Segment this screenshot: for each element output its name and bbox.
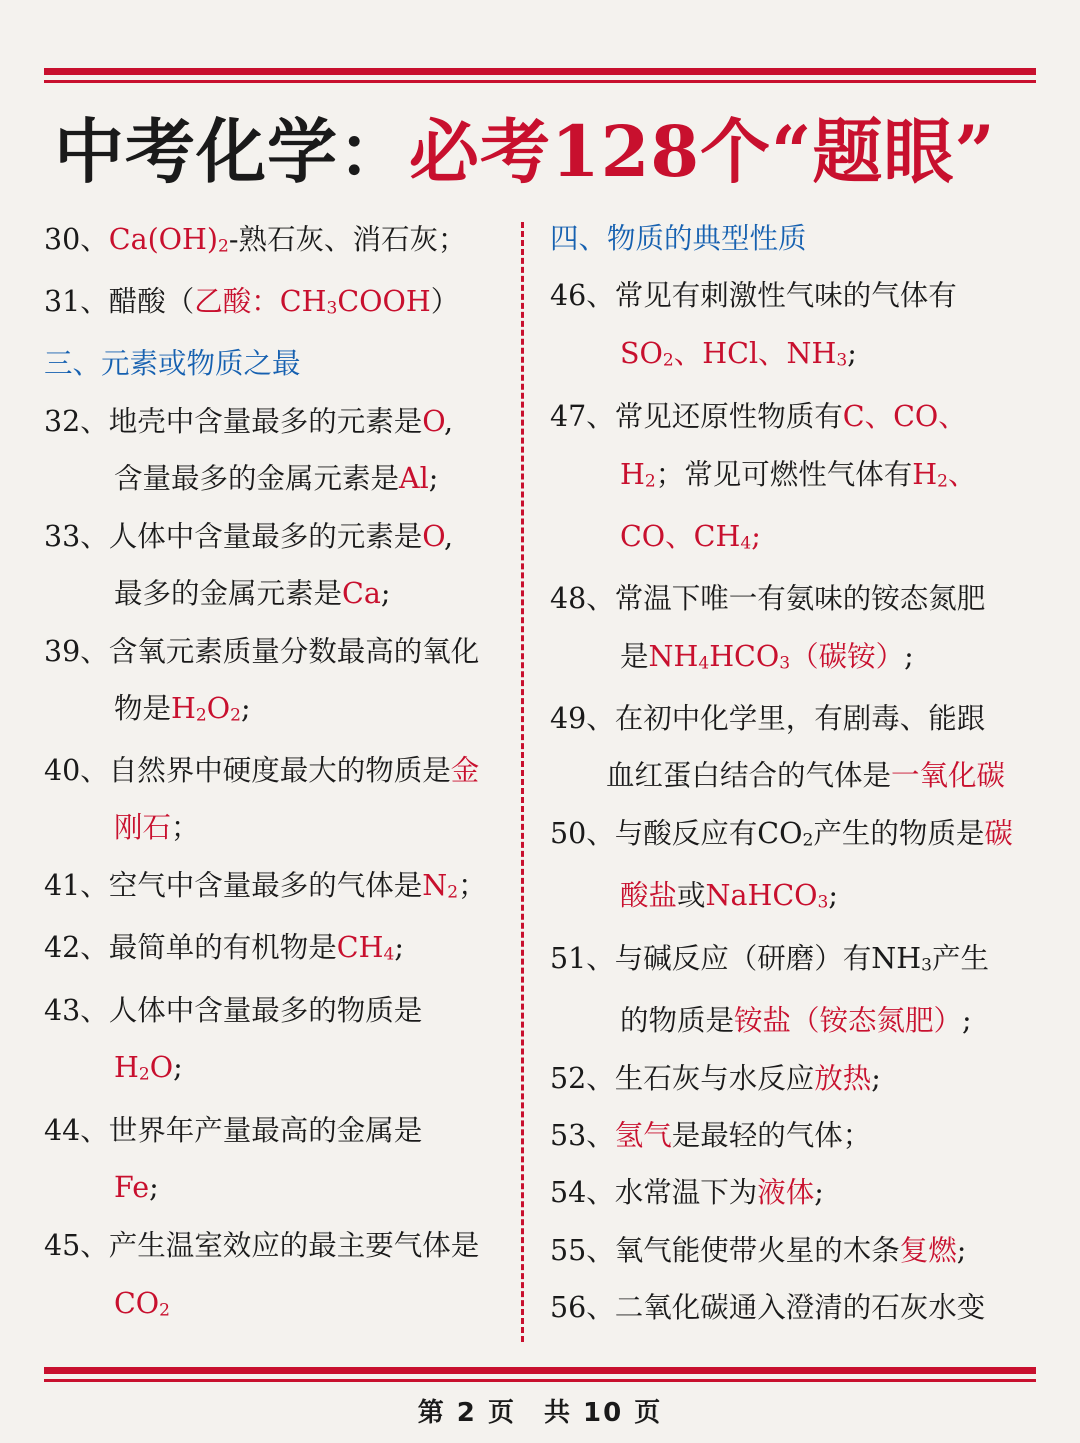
left-line-45b: $CO_2$: [114, 1287, 171, 1321]
title-black: 中考化学：: [54, 110, 409, 193]
page-indicator: 第 2 页 共 10 页: [417, 1398, 663, 1428]
left-line-45: 45、产生温室效应的最主要气体是: [44, 1229, 480, 1262]
left-line-44: 44、世界年产量最高的金属是: [44, 1114, 423, 1147]
left-line-30: 30、$Ca(OH)_2-$熟石灰、消石灰；: [44, 223, 467, 257]
column-divider: [521, 222, 524, 1342]
left-line-33b: 最多的金属元素是Ca;: [114, 577, 391, 610]
left-line-39: 39、含氧元素质量分数最高的氧化: [44, 635, 480, 668]
right-line-51: 51、与碱反应（研磨）有$NH_3$产生: [550, 942, 989, 976]
left-line-43: 43、人体中含量最多的物质是: [44, 994, 423, 1027]
bottom-rule-thick: [44, 1367, 1036, 1374]
right-line-56: 56、二氧化碳通入澄清的石灰水变: [550, 1291, 986, 1324]
left-line-33: 33、人体中含量最多的元素是O,: [44, 520, 454, 553]
title-red: 必考128个“题眼”: [409, 110, 996, 193]
right-line-47: 47、常见还原性物质有C、CO、: [550, 400, 967, 433]
page-title: [54, 104, 1054, 200]
right-line-49b: 血红蛋白结合的气体是一氧化碳: [606, 759, 1006, 792]
left-line-40: 40、自然界中硬度最大的物质是金: [44, 754, 480, 787]
left-line-44b: Fe;: [114, 1171, 159, 1204]
left-line-41: 41、空气中含量最多的气体是$N_2$；: [44, 869, 487, 903]
right-line-52: 52、生石灰与水反应放热;: [550, 1062, 881, 1095]
section-heading-4: 四、物质的典型性质: [550, 222, 807, 255]
left-line-40b: 刚石；: [114, 811, 200, 844]
right-line-51b: 的物质是铵盐（铵态氮肥）;: [620, 1004, 972, 1037]
right-line-54: 54、水常温下为液体;: [550, 1176, 824, 1209]
left-line-32: 32、地壳中含量最多的元素是O,: [44, 405, 454, 438]
right-line-49: 49、在初中化学里，有剧毒、能跟: [550, 702, 986, 735]
right-line-48: 48、常温下唯一有氨味的铵态氮肥: [550, 582, 986, 615]
bottom-rule-thin: [44, 1379, 1036, 1382]
right-line-55: 55、氧气能使带火星的木条复燃;: [550, 1234, 967, 1267]
right-line-46b: $SO_2$、HCl、$NH_3$;: [620, 337, 857, 371]
left-line-43b: $H_2O$;: [114, 1051, 183, 1085]
right-line-48b: 是$NH_4HCO_3$（碳铵）;: [620, 640, 914, 674]
left-line-32b: 含量最多的金属元素是Al;: [114, 462, 439, 495]
top-rule-thick: [44, 68, 1036, 75]
right-line-47b: $H_2$；常见可燃性气体有$H_2$、: [620, 458, 977, 492]
left-line-31: 31、醋酸（乙酸：$CH_3COOH$）: [44, 285, 460, 319]
top-rule-thin: [44, 80, 1036, 83]
left-line-42: 42、最简单的有机物是$CH_4$;: [44, 931, 404, 965]
right-line-50: 50、与酸反应有$CO_2$产生的物质是碳: [550, 817, 1013, 851]
section-heading-3: 三、元素或物质之最: [44, 347, 301, 380]
left-line-39b: 物是$H_2O_2$;: [114, 692, 251, 726]
right-line-47c: CO、$CH_4$;: [620, 520, 761, 554]
right-line-46: 46、常见有刺激性气味的气体有: [550, 279, 957, 312]
right-line-53: 53、氢气是最轻的气体；: [550, 1119, 872, 1152]
right-line-50b: 酸盐或NaHCO$_3$;: [620, 879, 838, 913]
